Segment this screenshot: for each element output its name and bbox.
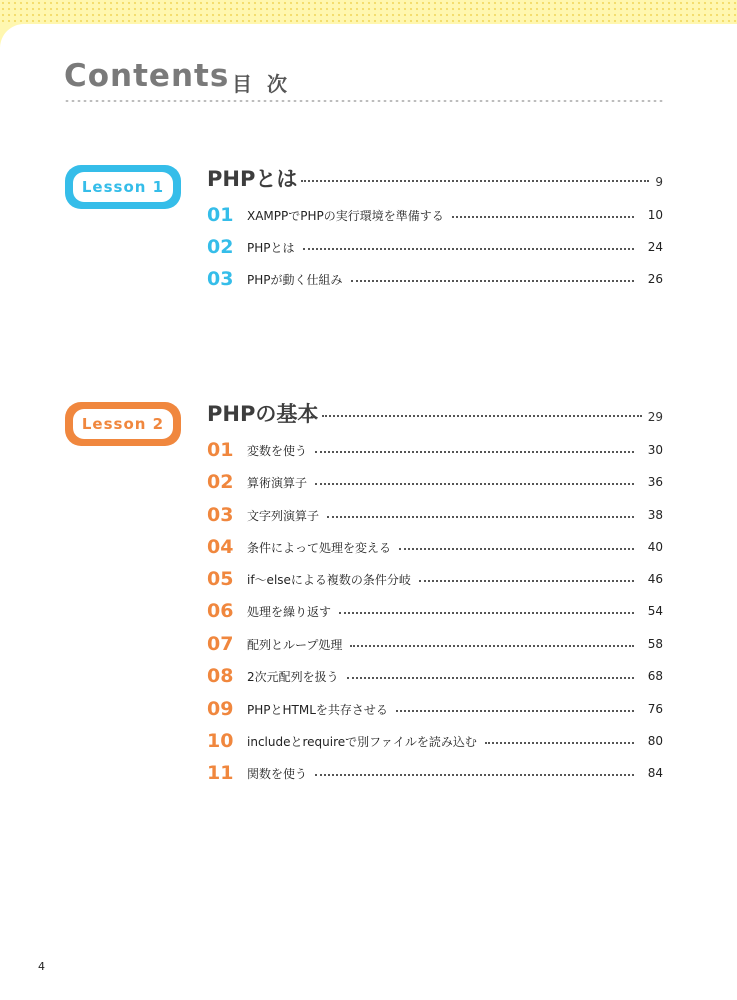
toc-row-page: 40 bbox=[647, 540, 663, 554]
toc-row-page: 84 bbox=[647, 766, 663, 780]
leader-dots bbox=[396, 710, 634, 712]
toc-row-number: 02 bbox=[207, 236, 234, 258]
toc-row-number: 09 bbox=[207, 698, 234, 720]
leader-dots bbox=[322, 415, 641, 417]
toc-row-number: 03 bbox=[207, 504, 234, 526]
toc-row-label: 算術演算子 bbox=[247, 475, 308, 490]
toc-row[interactable] bbox=[207, 438, 663, 462]
toc-row-number: 08 bbox=[207, 665, 234, 687]
toc-row[interactable] bbox=[207, 503, 663, 527]
toc-row[interactable] bbox=[207, 664, 663, 688]
lesson-2-title: PHPの基本 bbox=[207, 402, 319, 426]
lesson-1-page: 9 bbox=[655, 175, 663, 189]
leader-dots bbox=[350, 645, 633, 647]
toc-row-label: PHPとHTMLを共存させる bbox=[247, 702, 388, 717]
leader-dots bbox=[315, 483, 634, 485]
toc-row-number: 10 bbox=[207, 730, 234, 752]
lesson-1-title-row[interactable] bbox=[207, 163, 663, 193]
leader-dots bbox=[347, 677, 634, 679]
toc-row[interactable] bbox=[207, 567, 663, 591]
toc-row-number: 11 bbox=[207, 762, 234, 784]
toc-row-label: 条件によって処理を変える bbox=[247, 540, 392, 555]
leader-dots bbox=[315, 451, 634, 453]
leader-dots bbox=[351, 280, 634, 282]
toc-row-number: 02 bbox=[207, 471, 234, 493]
toc-row-number: 01 bbox=[207, 439, 234, 461]
title-dotted-rule bbox=[64, 99, 664, 103]
toc-row[interactable] bbox=[207, 235, 663, 259]
toc-row[interactable] bbox=[207, 203, 663, 227]
page-title: Contents bbox=[64, 58, 230, 94]
lesson-1-title: PHPとは bbox=[207, 167, 298, 191]
leader-dots bbox=[315, 774, 634, 776]
toc-row-label: XAMPPでPHPの実行環境を準備する bbox=[247, 208, 444, 223]
leader-dots bbox=[339, 612, 634, 614]
toc-row-page: 10 bbox=[647, 208, 663, 222]
toc-row-label: PHPとは bbox=[247, 240, 295, 255]
top-corner-curve bbox=[0, 24, 24, 48]
toc-row-page: 46 bbox=[647, 572, 663, 586]
toc-row-page: 26 bbox=[647, 272, 663, 286]
lesson-2-badge-label: Lesson 2 bbox=[73, 409, 173, 439]
toc-row[interactable] bbox=[207, 267, 663, 291]
leader-dots bbox=[485, 742, 634, 744]
toc-row-page: 38 bbox=[647, 508, 663, 522]
toc-row-page: 30 bbox=[647, 443, 663, 457]
toc-row-number: 01 bbox=[207, 204, 234, 226]
toc-row-number: 05 bbox=[207, 568, 234, 590]
toc-row-label: 処理を繰り返す bbox=[247, 604, 332, 619]
leader-dots bbox=[419, 580, 634, 582]
toc-row-label: 変数を使う bbox=[247, 443, 308, 458]
toc-row-label: 2次元配列を扱う bbox=[247, 669, 339, 684]
toc-row-page: 24 bbox=[647, 240, 663, 254]
toc-row-number: 06 bbox=[207, 600, 234, 622]
toc-row[interactable] bbox=[207, 535, 663, 559]
toc-row[interactable] bbox=[207, 599, 663, 623]
toc-row[interactable] bbox=[207, 632, 663, 656]
lesson-2-page: 29 bbox=[647, 410, 663, 424]
toc-row-number: 04 bbox=[207, 536, 234, 558]
toc-row-label: includeとrequireで別ファイルを読み込む bbox=[247, 734, 477, 749]
toc-row-page: 80 bbox=[647, 734, 663, 748]
toc-row-label: 関数を使う bbox=[247, 766, 308, 781]
toc-row-page: 58 bbox=[647, 637, 663, 651]
toc-row-label: 文字列演算子 bbox=[247, 508, 320, 523]
toc-row-page: 36 bbox=[647, 475, 663, 489]
toc-row-page: 76 bbox=[647, 702, 663, 716]
toc-row[interactable] bbox=[207, 697, 663, 721]
page-subtitle: 目 次 bbox=[232, 72, 291, 96]
leader-dots bbox=[301, 180, 649, 182]
toc-row-number: 03 bbox=[207, 268, 234, 290]
toc-row-label: PHPが動く仕組み bbox=[247, 272, 343, 287]
toc-row-label: 配列とループ処理 bbox=[247, 637, 343, 652]
toc-row[interactable] bbox=[207, 470, 663, 494]
toc-row[interactable] bbox=[207, 761, 663, 785]
lesson-2-badge bbox=[65, 402, 181, 446]
lesson-1-badge bbox=[65, 165, 181, 209]
leader-dots bbox=[452, 216, 634, 218]
toc-row-number: 07 bbox=[207, 633, 234, 655]
toc-row[interactable] bbox=[207, 729, 663, 753]
lesson-1-badge-label: Lesson 1 bbox=[73, 172, 173, 202]
page-number: 4 bbox=[38, 960, 45, 973]
leader-dots bbox=[399, 548, 634, 550]
toc-row-page: 68 bbox=[647, 669, 663, 683]
leader-dots bbox=[327, 516, 634, 518]
toc-row-page: 54 bbox=[647, 604, 663, 618]
toc-row-label: if〜elseによる複数の条件分岐 bbox=[247, 572, 411, 587]
lesson-2-title-row[interactable] bbox=[207, 398, 663, 428]
top-decorative-band bbox=[0, 0, 737, 24]
leader-dots bbox=[303, 248, 634, 250]
